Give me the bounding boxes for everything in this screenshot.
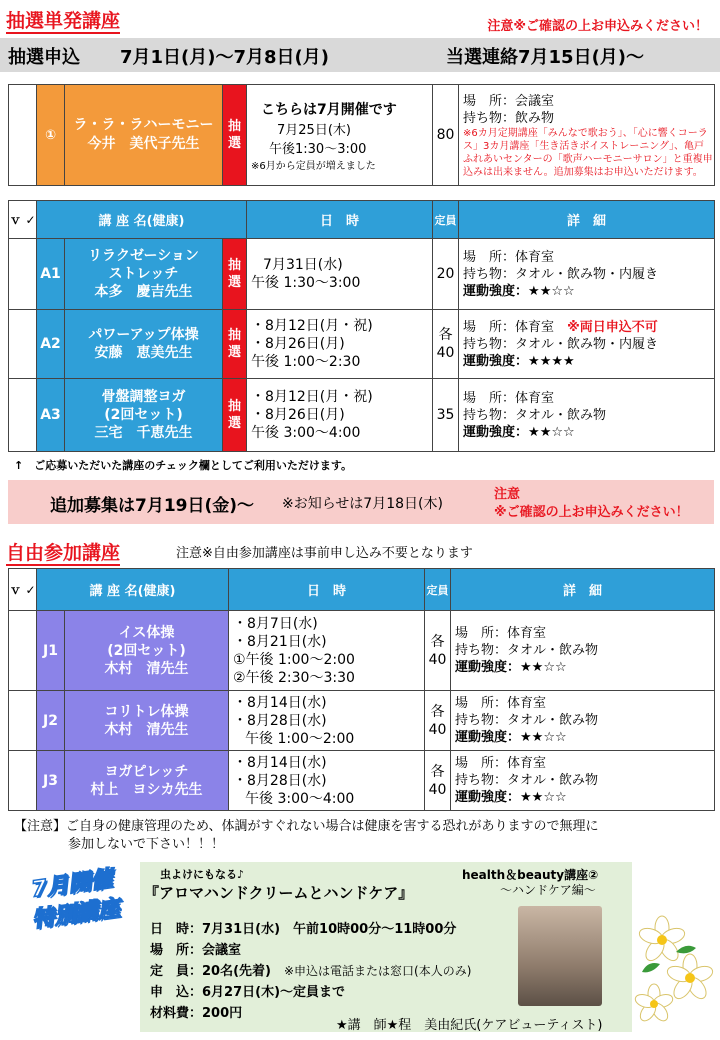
capacity: 各 40 <box>433 310 459 379</box>
series-title: health＆beauty講座② <box>462 868 599 882</box>
restriction-note: ※6カ月定期講座「みんなで歌おう」、「心に響くコーラス」3カ月講座「生き活きボイストレーニング」、亀戸ふれあいセンターの「歌声ハーモニーサロン」と重複申込みは出来ません。追加募集はお申込いただけます。 <box>463 128 713 178</box>
health-caution: 【注意】ご自身の健康管理のため、体調がすぐれない場合は健康を害する恐れがありますので無理に 参加しないで下さい！！！ <box>14 819 599 852</box>
date-note: ※6月から定員が増えました <box>251 160 376 172</box>
special-date: 日 時：7月31日(水) 午前10時00分〜11時00分 <box>150 922 457 937</box>
course-detail: 場 所：体育室 持ち物：タオル・飲み物・内履き 運動強度：★★☆☆ <box>459 239 715 310</box>
course-date-cell: ・8月14日(水) ・8月28日(水) 午後 1:00〜2:00 <box>229 691 425 751</box>
table-row <box>9 310 715 379</box>
check-cell[interactable] <box>9 239 37 310</box>
special-course-date-cell <box>247 85 433 186</box>
course-name-header: 講 座 名(健康) <box>37 569 229 611</box>
course-detail: 場 所：体育室 持ち物：タオル・飲み物 運動強度：★★☆☆ <box>451 691 715 751</box>
july-special-label: 7月開催 特別講座 <box>29 866 122 933</box>
check-cell[interactable] <box>9 691 37 751</box>
date-header: 日 時 <box>229 569 425 611</box>
lottery-badge: 抽 選 <box>223 239 247 310</box>
apply-label: 抽選申込 <box>8 47 80 68</box>
capacity: 80 <box>433 85 459 186</box>
table-row <box>9 379 715 452</box>
course-id: J3 <box>37 751 65 811</box>
additional-main: 追加募集は7月19日(金)〜 <box>50 496 255 516</box>
course-id: J1 <box>37 611 65 691</box>
course-number: ① <box>37 85 65 186</box>
apply-dates: 7月1日(月)〜7月8日(月) <box>120 47 330 68</box>
capacity-header: 定員 <box>433 201 459 239</box>
course-date-cell: ・8月7日(水) ・8月21日(水) ①午後 1:00〜2:00 ②午後 2:30〜3:30 <box>229 611 425 691</box>
lottery-notice: 注意※ご確認の上お申込みください！ <box>487 19 708 34</box>
course-name-cell: コリトレ体操 木村 清先生 <box>65 691 229 751</box>
special-course-detail <box>459 85 715 186</box>
tagline: 虫よけにもなる♪ <box>160 868 245 881</box>
special-apply: 申 込：6月27日(木)〜定員まで <box>150 985 346 1000</box>
course-name: ラ・ラ・ラハーモニー <box>73 117 214 133</box>
course-teacher: 今井 美代子先生 <box>87 136 200 152</box>
instructor-photo <box>518 906 602 1006</box>
special-title: 『アロマハンドクリームとハンドケア』 <box>144 884 414 902</box>
table-row <box>9 611 715 691</box>
course-detail: 場 所：体育室 持ち物：タオル・飲み物 運動強度：★★☆☆ <box>451 611 715 691</box>
course-id: J2 <box>37 691 65 751</box>
course-name-cell: 骨盤調整ヨガ (2回セット) 三宅 千恵先生 <box>65 379 223 452</box>
course-name-cell: リラクゼーション ストレッチ 本多 慶吉先生 <box>65 239 223 310</box>
capacity-header: 定員 <box>425 569 451 611</box>
capacity: 各 40 <box>425 751 451 811</box>
plumeria-flowers-icon <box>632 912 718 1032</box>
course-detail: 場 所：体育室 持ち物：タオル・飲み物 運動強度：★★☆☆ <box>459 379 715 452</box>
apply-period-bar <box>0 38 720 72</box>
course-id: A3 <box>37 379 65 452</box>
course-id: A2 <box>37 310 65 379</box>
series-sub: 〜ハンドケア編〜 <box>500 883 596 897</box>
course-detail: 場 所：体育室 持ち物：タオル・飲み物 運動強度：★★☆☆ <box>451 751 715 811</box>
course-name-header: 講 座 名(健康) <box>37 201 247 239</box>
check-header: ｖ ✓ <box>9 201 37 239</box>
check-cell[interactable] <box>9 310 37 379</box>
special-place: 場 所：会議室 <box>150 943 242 958</box>
date-header: こちらは7月開催です <box>261 101 397 118</box>
lottery-badge: 抽 選 <box>223 85 247 186</box>
place: 場 所：会議室 <box>463 94 555 109</box>
check-header: ｖ ✓ <box>9 569 37 611</box>
special-instructor: ★講 師★程 美由紀氏(ケアビューティスト) <box>336 1018 603 1033</box>
lottery-badge: 抽 選 <box>223 379 247 452</box>
lottery-badge: 抽 選 <box>223 310 247 379</box>
free-course-table <box>8 568 715 811</box>
capacity: 各 40 <box>425 611 451 691</box>
free-title: 自由参加講座 <box>6 542 121 564</box>
check-cell[interactable] <box>9 611 37 691</box>
table-row <box>9 751 715 811</box>
course-id: A1 <box>37 239 65 310</box>
course-date: 7月25日(木) <box>277 122 351 138</box>
check-cell[interactable] <box>9 379 37 452</box>
additional-notice-1: 注意 <box>494 487 521 502</box>
detail-header: 詳 細 <box>451 569 715 611</box>
items: 持ち物：飲み物 <box>463 111 555 126</box>
table-row <box>9 691 715 751</box>
special-course-name-cell <box>65 85 223 186</box>
course-date-cell: ・8月12日(月・祝) ・8月26日(月) 午後 3:00〜4:00 <box>247 379 433 452</box>
date-header: 日 時 <box>247 201 433 239</box>
special-course-table <box>8 84 715 186</box>
course-date-cell: ・8月12日(月・祝) ・8月26日(月) 午後 1:00〜2:30 <box>247 310 433 379</box>
capacity: 35 <box>433 379 459 452</box>
course-name-cell: パワーアップ体操 安藤 恵美先生 <box>65 310 223 379</box>
course-date-cell: ・8月14日(水) ・8月28日(水) 午後 3:00〜4:00 <box>229 751 425 811</box>
course-name-cell: イス体操 (2回セット) 木村 清先生 <box>65 611 229 691</box>
special-capacity: 定 員：20名(先着) ※申込は電話または窓口(本人のみ) <box>150 964 472 979</box>
capacity: 20 <box>433 239 459 310</box>
lottery-title: 抽選単発講座 <box>6 10 121 32</box>
capacity: 各 40 <box>425 691 451 751</box>
free-note: 注意※自由参加講座は事前申し込み不要となります <box>176 546 473 561</box>
additional-sub: ※お知らせは7月18日(木) <box>282 496 443 512</box>
course-detail: 場 所：体育室 ※両日申込不可 持ち物：タオル・飲み物・内履き 運動強度：★★★★ <box>459 310 715 379</box>
check-cell[interactable] <box>9 85 37 186</box>
course-name-cell: ヨガピレッチ 村上 ヨシカ先生 <box>65 751 229 811</box>
course-date-cell: 7月31日(水) 午後 1:30〜3:00 <box>247 239 433 310</box>
lottery-course-table <box>8 200 715 452</box>
detail-header: 詳 細 <box>459 201 715 239</box>
additional-recruitment-bar <box>8 480 714 524</box>
check-note: ↑ ご応募いただいた講座のチェック欄としてご利用いただけます。 <box>14 459 353 472</box>
course-time: 午後1:30〜3:00 <box>269 141 367 157</box>
table-row <box>9 239 715 310</box>
result-date: 当選連絡7月15日(月)〜 <box>446 47 645 68</box>
additional-notice-2: ※ご確認の上お申込みください！ <box>494 505 689 520</box>
special-fee: 材料費：200円 <box>150 1006 243 1021</box>
check-cell[interactable] <box>9 751 37 811</box>
